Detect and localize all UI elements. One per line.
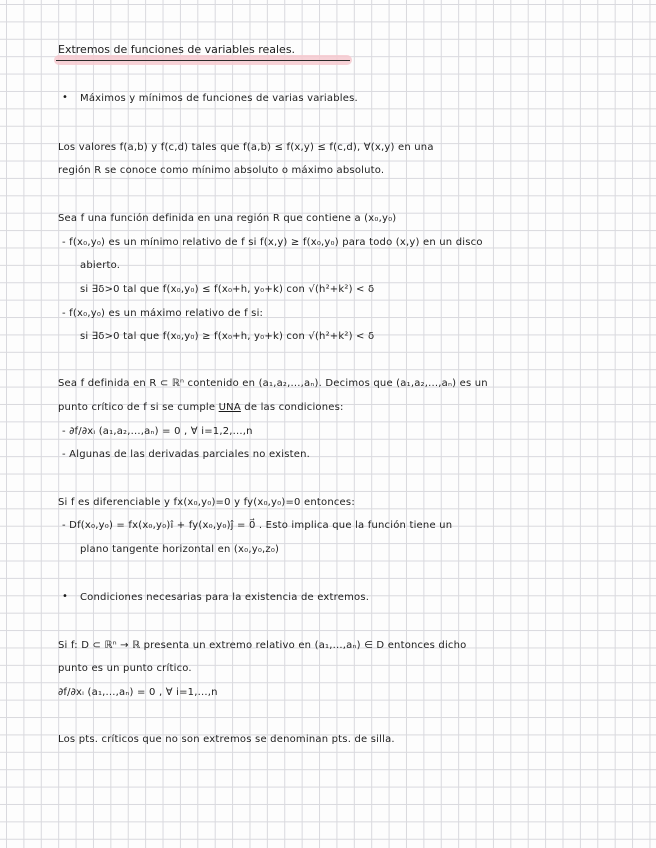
- formula-line: si ∃δ>0 tal que f(x₀,y₀) ≤ f(x₀+h, y₀+k) con √(h²+k²) < δ: [80, 284, 375, 295]
- list-item: - f(x₀,y₀) es un máximo relativo de f si:: [62, 308, 264, 319]
- text-line: Si f es diferenciable y fx(x₀,y₀)=0 y fy(x₀,y₀)=0 entonces:: [58, 497, 355, 508]
- text-line: punto es un punto crítico.: [58, 663, 192, 674]
- page-title: Extremos de funciones de variables reales.: [58, 43, 296, 56]
- title-underline: [56, 60, 350, 61]
- list-item: - f(x₀,y₀) es un mínimo relativo de f si f(x,y) ≥ f(x₀,y₀) para todo (x,y) en un disco: [62, 237, 483, 248]
- text-fragment: punto crítico de f si se cumple: [58, 402, 216, 413]
- list-item: - Algunas de las derivadas parciales no existen.: [62, 449, 311, 460]
- text-line: Sea f una función definida en una región R que contiene a (x₀,y₀): [58, 213, 397, 224]
- bullet-marker: •: [62, 92, 68, 103]
- list-item: - Df(x₀,y₀) = fx(x₀,y₀)î + fy(x₀,y₀)ĵ = 0⃗ . Esto implica que la función tiene un: [62, 520, 453, 531]
- text-line: abierto.: [80, 260, 121, 271]
- section-heading-condiciones: Condiciones necesarias para la existencia de extremos.: [80, 592, 370, 603]
- text-line: Sea f definida en R ⊂ ℝⁿ contenido en (a₁,a₂,...,aₙ). Decimos que (a₁,a₂,...,aₙ) es un: [58, 378, 488, 389]
- text-line: [58, 401, 344, 415]
- text-line: Si f: D ⊂ ℝⁿ → ℝ presenta un extremo relativo en (a₁,...,aₙ) ∈ D entonces dicho: [58, 640, 467, 651]
- text-line: región R se conoce como mínimo absoluto o máximo absoluto.: [58, 165, 385, 176]
- formula-line: ∂f/∂xᵢ (a₁,...,aₙ) = 0 , ∀ i=1,...,n: [58, 687, 218, 698]
- text-line: Los pts. críticos que no son extremos se denominan pts. de silla.: [58, 734, 395, 745]
- formula-line: si ∃δ>0 tal que f(x₀,y₀) ≥ f(x₀+h, y₀+k) con √(h²+k²) < δ: [80, 331, 375, 342]
- text-line: Los valores f(a,b) y f(c,d) tales que f(a,b) ≤ f(x,y) ≤ f(c,d), ∀(x,y) en una: [58, 142, 434, 153]
- text-line: plano tangente horizontal en (x₀,y₀,z₀): [80, 544, 280, 555]
- emphasized-word: UNA: [218, 402, 241, 413]
- bullet-marker: •: [62, 591, 68, 602]
- list-item: - ∂f/∂xᵢ (a₁,a₂,...,aₙ) = 0 , ∀ i=1,2,...,n: [62, 426, 253, 437]
- section-heading-maximos-minimos: Máximos y mínimos de funciones de varias variables.: [80, 93, 358, 104]
- text-fragment: de las condiciones:: [244, 402, 344, 413]
